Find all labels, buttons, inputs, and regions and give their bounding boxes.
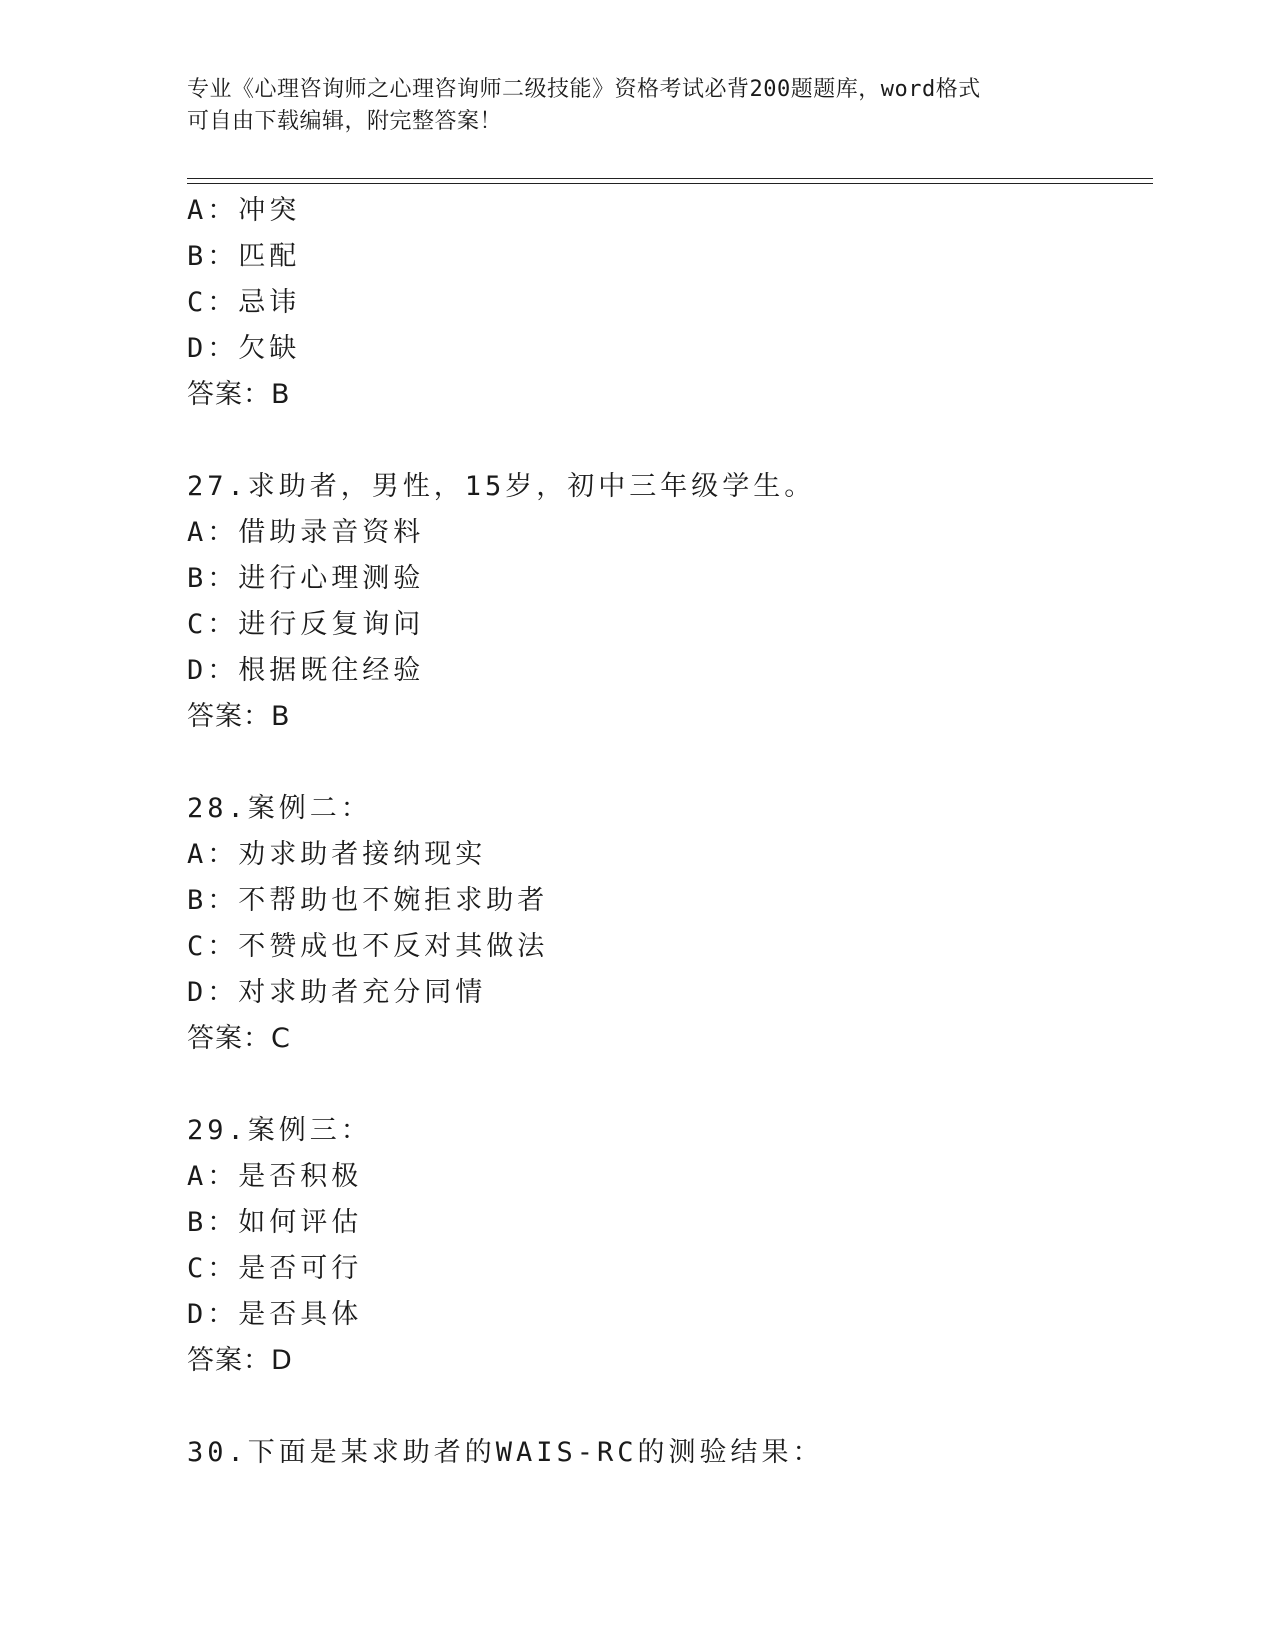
question-text: 27.求助者，男性，15岁，初中三年级学生。 <box>187 471 816 502</box>
block-spacer <box>187 1384 1153 1430</box>
option-d: D：对求助者充分同情 <box>187 977 487 1008</box>
option-c: C：进行反复询问 <box>187 609 425 640</box>
option-c: C：忌讳 <box>187 287 301 318</box>
option-a: A：是否积极 <box>187 1161 363 1192</box>
document-header <box>187 74 1087 138</box>
option-d: D：是否具体 <box>187 1299 363 1330</box>
question-text: 30.下面是某求助者的WAIS-RC的测验结果： <box>187 1437 824 1468</box>
option-d: D：欠缺 <box>187 333 301 364</box>
question-block <box>187 464 1153 740</box>
answer-line: 答案：D <box>187 1345 293 1376</box>
answer-line: 答案：B <box>187 701 291 732</box>
option-a: A：劝求助者接纳现实 <box>187 839 487 870</box>
question-block <box>187 786 1153 1062</box>
question-text: 28.案例二： <box>187 793 372 824</box>
option-b: B：如何评估 <box>187 1207 363 1238</box>
option-a: A：借助录音资料 <box>187 517 425 548</box>
question-block <box>187 188 1153 418</box>
option-b: B：进行心理测验 <box>187 563 425 594</box>
option-c: C：是否可行 <box>187 1253 363 1284</box>
answer-line: 答案：C <box>187 1023 291 1054</box>
header-divider-bottom <box>187 183 1153 184</box>
question-block <box>187 1430 1153 1476</box>
question-text: 29.案例三： <box>187 1115 372 1146</box>
option-a: A：冲突 <box>187 195 301 226</box>
answer-line: 答案：B <box>187 379 291 410</box>
question-block <box>187 1108 1153 1384</box>
option-d: D：根据既往经验 <box>187 655 425 686</box>
header-divider-top <box>187 178 1153 179</box>
block-spacer <box>187 740 1153 786</box>
option-c: C：不赞成也不反对其做法 <box>187 931 549 962</box>
header-line-1: 专业《心理咨询师之心理咨询师二级技能》资格考试必背200题题库，word格式 <box>187 77 981 102</box>
question-list <box>187 188 1153 1476</box>
block-spacer <box>187 1062 1153 1108</box>
block-spacer <box>187 418 1153 464</box>
header-line-2: 可自由下载编辑，附完整答案！ <box>187 109 503 134</box>
option-b: B：不帮助也不婉拒求助者 <box>187 885 549 916</box>
option-b: B：匹配 <box>187 241 301 272</box>
